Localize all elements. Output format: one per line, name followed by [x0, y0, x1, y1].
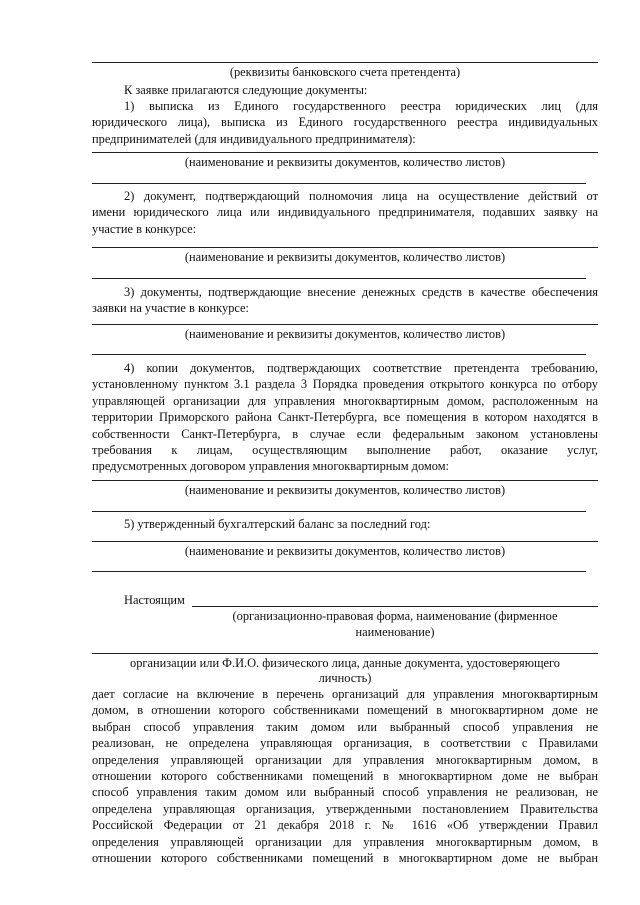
item-3-fill-line	[92, 324, 598, 325]
consent-line: дает согласие на включение в перечень организаций для управления многоквартирным	[92, 687, 598, 701]
item-1-text	[92, 98, 598, 147]
hereby-fill-line	[192, 606, 598, 607]
org-caption-line-2: наименование)	[355, 625, 435, 639]
person-caption-line-1: организации или Ф.И.О. физического лица, данные документа, удостоверяющего	[130, 656, 560, 670]
item-4-line: требования к лицам, осуществляющим выполнение работ, оказание услуг,	[92, 442, 598, 457]
item-1-line: предпринимателей (для индивидуального предпринимателя):	[92, 131, 416, 146]
consent-line: выбран способ управления таким домом или выбранный способ управления не	[92, 719, 598, 734]
item-4-line: предусмотренных договором управления многоквартирным домом:	[92, 459, 450, 474]
item-3-line: заявки на участие в конкурсе:	[92, 301, 249, 316]
item-4-line: управляющей организации для управления многоквартирным домом, расположенным на	[92, 393, 598, 408]
bank-details-line	[92, 62, 598, 63]
item-2-fill-line	[92, 247, 598, 248]
item-2-caption: (наименование и реквизиты документов, количество листов)	[184, 250, 506, 264]
item-3-fill-line-2	[92, 354, 586, 355]
item-5-caption: (наименование и реквизиты документов, количество листов)	[184, 544, 506, 558]
item-1-line: 1) выписка из Единого государственного реестра юридических лиц (для	[124, 99, 598, 113]
item-4-fill-line	[92, 480, 598, 481]
item-1-fill-line-2	[92, 183, 586, 184]
item-4-line: территории Приморского района Санкт-Петербурга, все помещения в котором находятся в	[92, 410, 598, 425]
item-4-line: собственности Санкт-Петербурга, в случае если федеральным законом установлены	[92, 426, 598, 441]
consent-line: определения управляющей организации для управления многоквартирным домом, в	[92, 834, 598, 849]
item-4-line: 4) копии документов, подтверждающих соответствие претендента требованию,	[124, 361, 598, 375]
item-5-fill-line-2	[92, 571, 586, 572]
consent-line: реализован, не определена управляющая организация, в соответствии с Правилами	[92, 736, 598, 751]
consent-line: Российской Федерации от 21 декабря 2018 г. № 1616 «Об утверждении Правил	[92, 818, 598, 833]
hereby-label: Настоящим	[124, 593, 185, 607]
item-2-line: 2) документ, подтверждающий полномочия лица на осуществление действий от	[124, 189, 598, 203]
person-caption-line-2: личность)	[318, 671, 372, 685]
bank-details-caption: (реквизиты банковского счета претендента)	[229, 65, 461, 79]
attached-documents-intro: К заявке прилагаются следующие документы:	[124, 83, 368, 97]
item-1-line: юридического лица), выписка из Единого государственного реестра индивидуальных	[92, 115, 598, 130]
consent-line: отношении которого собственниками помещений в многоквартирном доме не выбран	[92, 850, 598, 865]
item-2-text	[92, 188, 598, 237]
person-fill-line	[92, 653, 598, 654]
item-2-line: участие в конкурсе:	[92, 221, 197, 236]
item-4-line: установленному пунктом 3.1 раздела 3 Порядка проведения открытого конкурса по отбору	[92, 377, 598, 392]
item-2-fill-line-2	[92, 278, 586, 279]
consent-line: отношении которого собственниками помещений в многоквартирном доме не выбран	[92, 768, 598, 783]
item-4-fill-line-2	[92, 511, 586, 512]
item-3-caption: (наименование и реквизиты документов, количество листов)	[184, 327, 506, 341]
consent-line: домом, в отношении которого собственниками помещений в многоквартирном доме не	[92, 703, 598, 718]
item-4-caption: (наименование и реквизиты документов, количество листов)	[184, 483, 506, 497]
item-1-caption: (наименование и реквизиты документов, количество листов)	[184, 155, 506, 169]
item-5-fill-line	[92, 541, 598, 542]
item-2-line: имени юридического лица или индивидуального предпринимателя, подавших заявку на	[92, 205, 598, 220]
org-caption-line-1: (организационно-правовая форма, наименование (фирменное	[232, 609, 558, 623]
consent-line: определена управляющая организация, утвержденными постановлением Правительства	[92, 801, 598, 816]
item-4-text	[92, 360, 598, 475]
item-3-text	[92, 284, 598, 317]
item-3-line: 3) документы, подтверждающие внесение денежных средств в качестве обеспечения	[124, 285, 598, 299]
consent-line: способ управления таким домом или выбранный способ управления не реализован, не	[92, 785, 598, 800]
item-5-text: 5) утвержденный бухгалтерский баланс за последний год:	[124, 517, 431, 531]
item-1-fill-line	[92, 152, 598, 153]
consent-paragraph	[92, 686, 598, 866]
consent-line: определения управляющей организации для управления многоквартирным домом, в	[92, 752, 598, 767]
